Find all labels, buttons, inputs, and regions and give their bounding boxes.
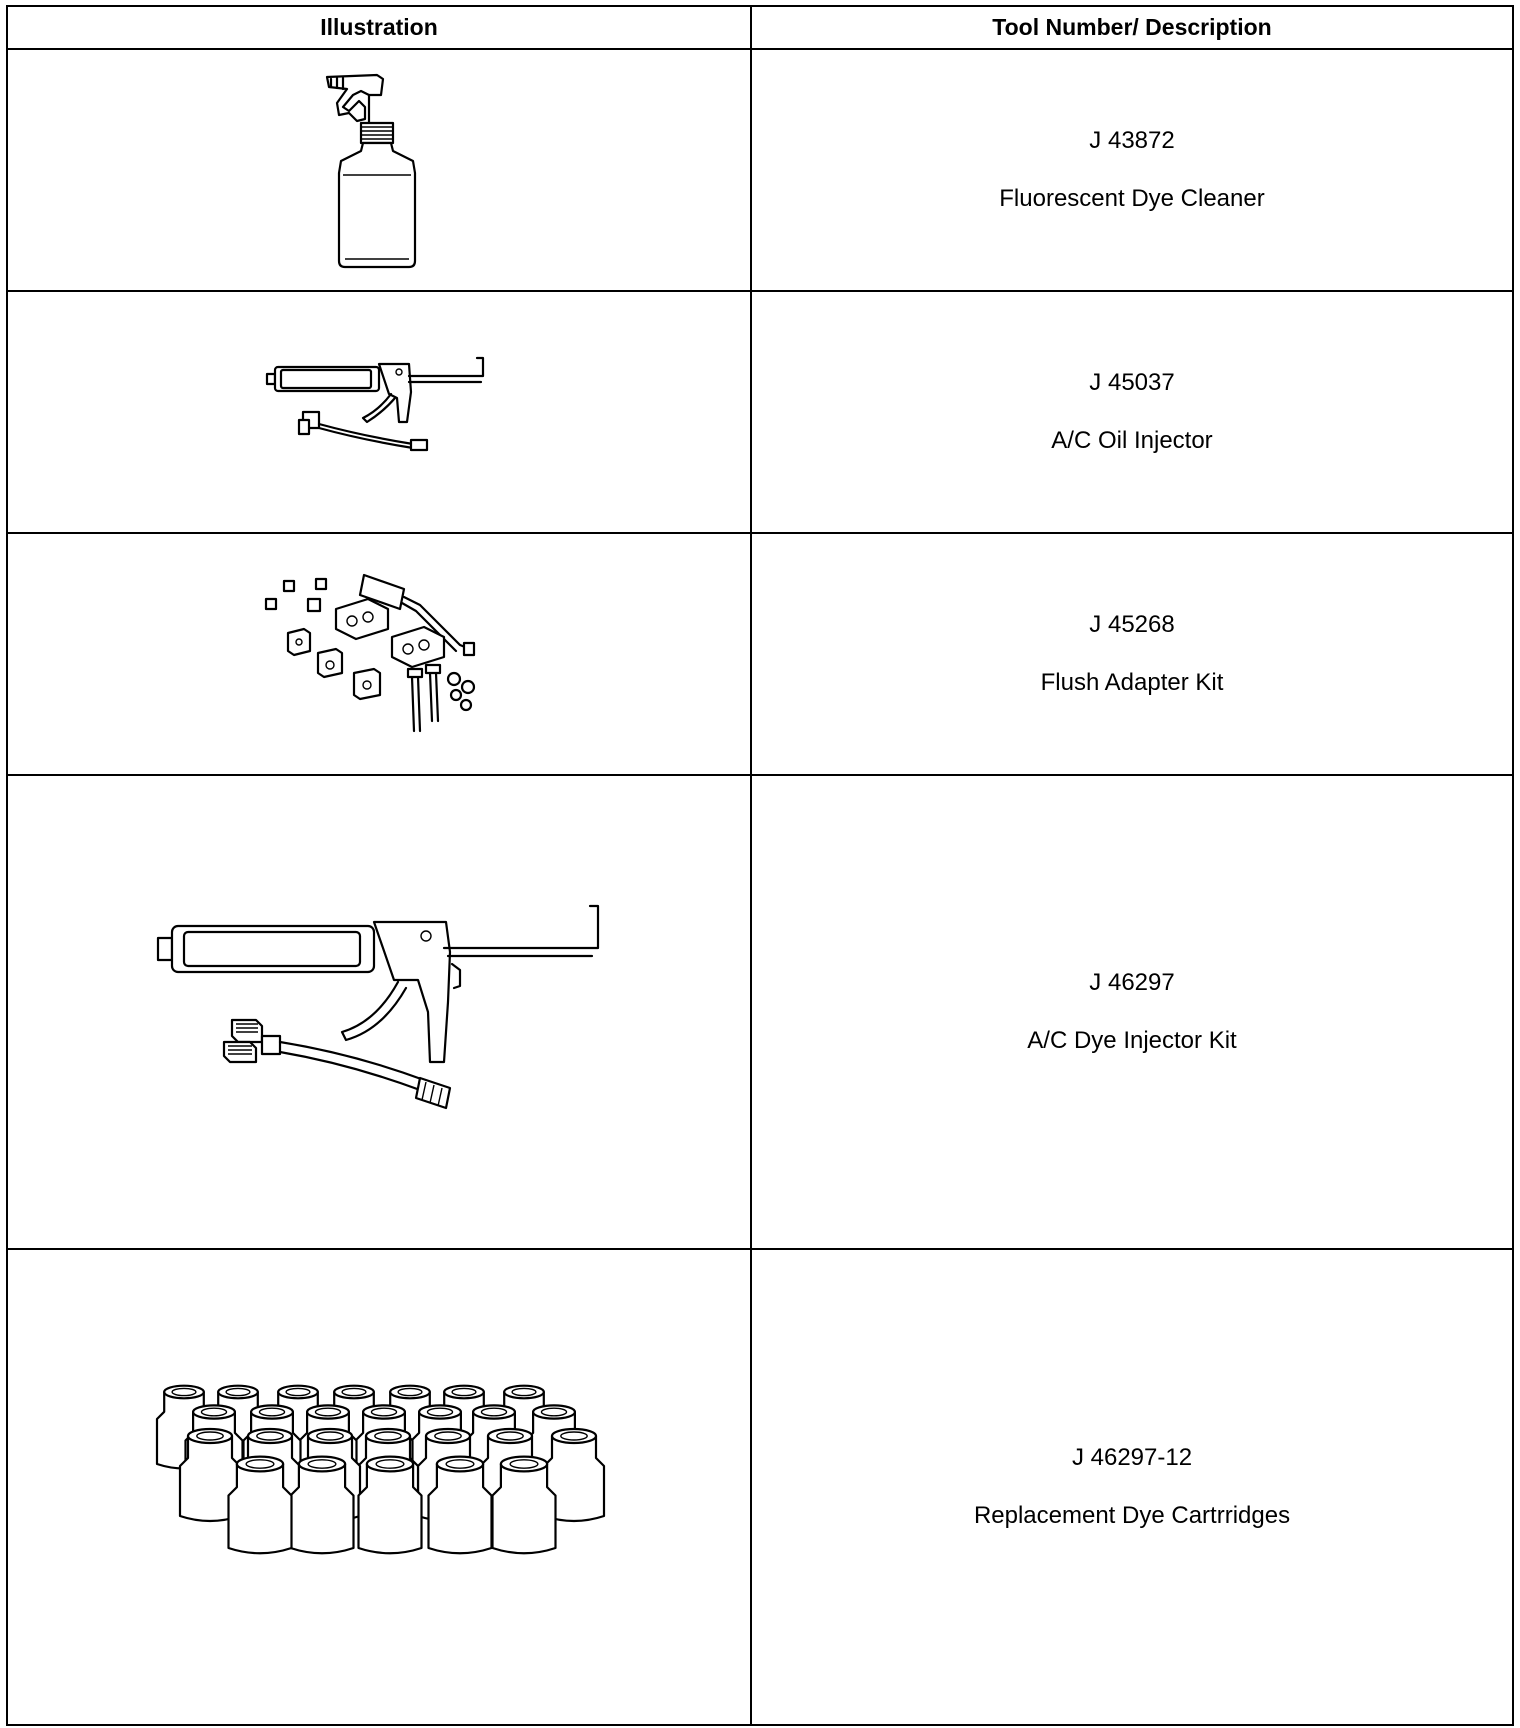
illustration-cell [7,533,751,775]
description-cell [751,775,1513,1249]
tool-description: A/C Oil Injector [1051,427,1213,454]
table-row [7,291,1513,533]
illustration-cell [7,1249,751,1725]
description-cell [751,533,1513,775]
tool-number: J 46297-12 [1071,1444,1193,1471]
header-illustration: Illustration [7,6,751,49]
spray-bottle-icon [309,65,449,275]
tool-description: Flush Adapter Kit [1040,669,1224,696]
table-row [7,49,1513,291]
tool-description: Replacement Dye Cartrridges [973,1502,1291,1529]
header-row [7,6,1513,49]
description-cell [751,291,1513,533]
tool-description: A/C Dye Injector Kit [1027,1027,1237,1054]
tool-number: J 43872 [1089,127,1175,154]
dye-injector-gun-icon [154,902,604,1122]
description-cell [751,49,1513,291]
tool-table [6,5,1514,1726]
illustration-cell [7,49,751,291]
illustration-cell [7,775,751,1249]
tool-description: Fluorescent Dye Cleaner [999,185,1265,212]
adapter-kit-icon [264,569,494,739]
table-row [7,533,1513,775]
dye-cartridges-icon [144,1372,614,1602]
table-row [7,1249,1513,1725]
oil-injector-gun-icon [263,352,495,472]
illustration-cell [7,291,751,533]
header-tool-description: Tool Number/ Description [751,6,1513,49]
tool-number: J 46297 [1089,969,1175,996]
description-cell [751,1249,1513,1725]
table-row [7,775,1513,1249]
tool-number: J 45037 [1089,369,1175,396]
tool-number: J 45268 [1089,611,1175,638]
